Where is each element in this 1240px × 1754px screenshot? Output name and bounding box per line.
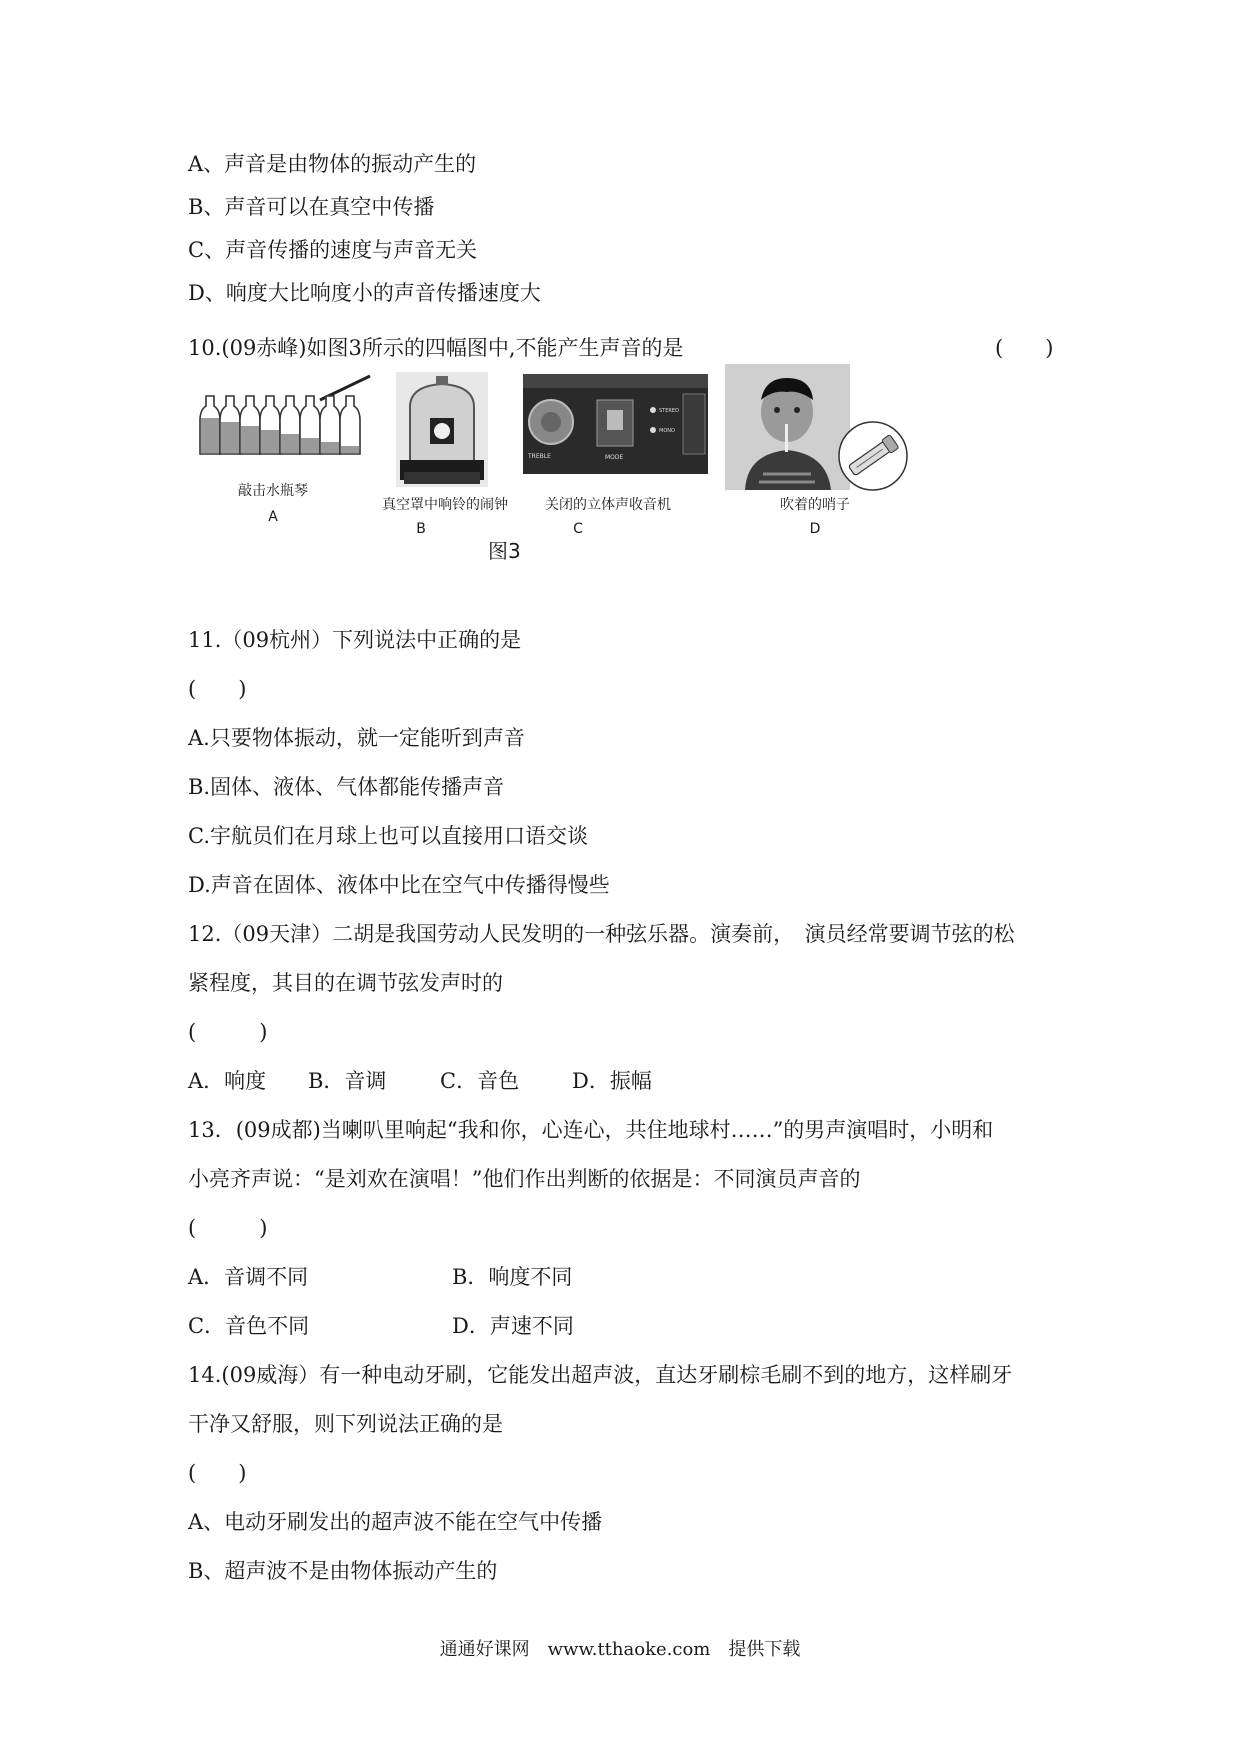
q9-option-c: C、声音传播的速度与声音无关 [188, 238, 478, 262]
radio-mode-label: MODE [605, 454, 624, 461]
figure-letter-a: A [268, 509, 278, 525]
q14-option-a: A、电动牙刷发出的超声波不能在空气中传播 [188, 1510, 603, 1534]
q14-stem-line1: 14.(09威海）有一种电动牙刷，它能发出超声波，直达牙刷棕毛刷不到的地方，这样刷牙 [188, 1363, 1013, 1387]
q10-answer-bracket: ( ) [995, 336, 1054, 360]
q11-option-d: D.声音在固体、液体中比在空气中传播得慢些 [188, 873, 610, 897]
boy-blowing-whistle-photo [725, 364, 910, 494]
q10-stem: 10.(09赤峰)如图3所示的四幅图中,不能产生声音的是 [188, 336, 684, 360]
q11-answer-bracket: ( ) [188, 677, 247, 701]
q12-stem-line1: 12.（09天津）二胡是我国劳动人民发明的一种弦乐器。演奏前， 演员经常要调节弦的松 [188, 922, 1015, 946]
q12-option-b: B．音调 [308, 1069, 387, 1093]
figure-letter-b: B [416, 521, 426, 537]
figure-caption-a: 敲击水瓶琴 [238, 483, 308, 499]
q12-answer-bracket: ( ) [188, 1020, 268, 1044]
q12-option-c: C．音色 [440, 1069, 520, 1093]
q12-option-d: D．振幅 [572, 1069, 652, 1093]
q13-stem-line2: 小亮齐声说：“是刘欢在演唱！”他们作出判断的依据是：不同演员声音的 [188, 1167, 861, 1191]
stereo-radio-photo [523, 374, 708, 474]
bell-jar-alarm-clock-photo [396, 372, 488, 487]
q11-option-b: B.固体、液体、气体都能传播声音 [188, 775, 505, 799]
q9-option-d: D、响度大比响度小的声音传播速度大 [188, 281, 541, 305]
figure-letter-c: C [573, 521, 583, 537]
q13-option-a: A．音调不同 [188, 1265, 309, 1289]
bottle-xylophone-illustration [198, 368, 373, 458]
radio-treble-label: TREBLE [528, 453, 551, 460]
q9-option-a: A、声音是由物体的振动产生的 [188, 152, 477, 176]
figure-caption-c: 关闭的立体声收音机 [545, 497, 671, 513]
q14-answer-bracket: ( ) [188, 1461, 247, 1485]
figure-caption-b: 真空罩中响铃的闹钟 [382, 497, 508, 513]
figure-letter-d: D [809, 521, 821, 537]
radio-mono-label: MONO [659, 428, 675, 434]
q9-option-b: B、声音可以在真空中传播 [188, 195, 435, 219]
q14-option-b: B、超声波不是由物体振动产生的 [188, 1559, 498, 1583]
q11-stem: 11.（09杭州）下列说法中正确的是 [188, 628, 522, 652]
q12-stem-line2: 紧程度，其目的在调节弦发声时的 [188, 971, 503, 995]
q13-answer-bracket: ( ) [188, 1216, 268, 1240]
q13-stem-line1: 13．(09成都)当喇叭里响起“我和你，心连心，共住地球村……”的男声演唱时，小明和 [188, 1118, 994, 1142]
q13-option-b: B．响度不同 [452, 1265, 573, 1289]
figure-caption-d: 吹着的哨子 [780, 497, 850, 513]
q11-option-a: A.只要物体振动，就一定能听到声音 [188, 726, 525, 750]
figure-title: 图3 [488, 539, 521, 563]
q12-option-a: A．响度 [188, 1069, 267, 1093]
radio-stereo-label: STEREO [659, 408, 679, 414]
page-footer: 通通好课网 www.tthaoke.com 提供下载 [439, 1639, 801, 1660]
q11-option-c: C.宇航员们在月球上也可以直接用口语交谈 [188, 824, 588, 848]
q14-stem-line2: 干净又舒服，则下列说法正确的是 [188, 1412, 503, 1436]
q13-option-d: D．声速不同 [452, 1314, 574, 1338]
q13-option-c: C．音色不同 [188, 1314, 310, 1338]
